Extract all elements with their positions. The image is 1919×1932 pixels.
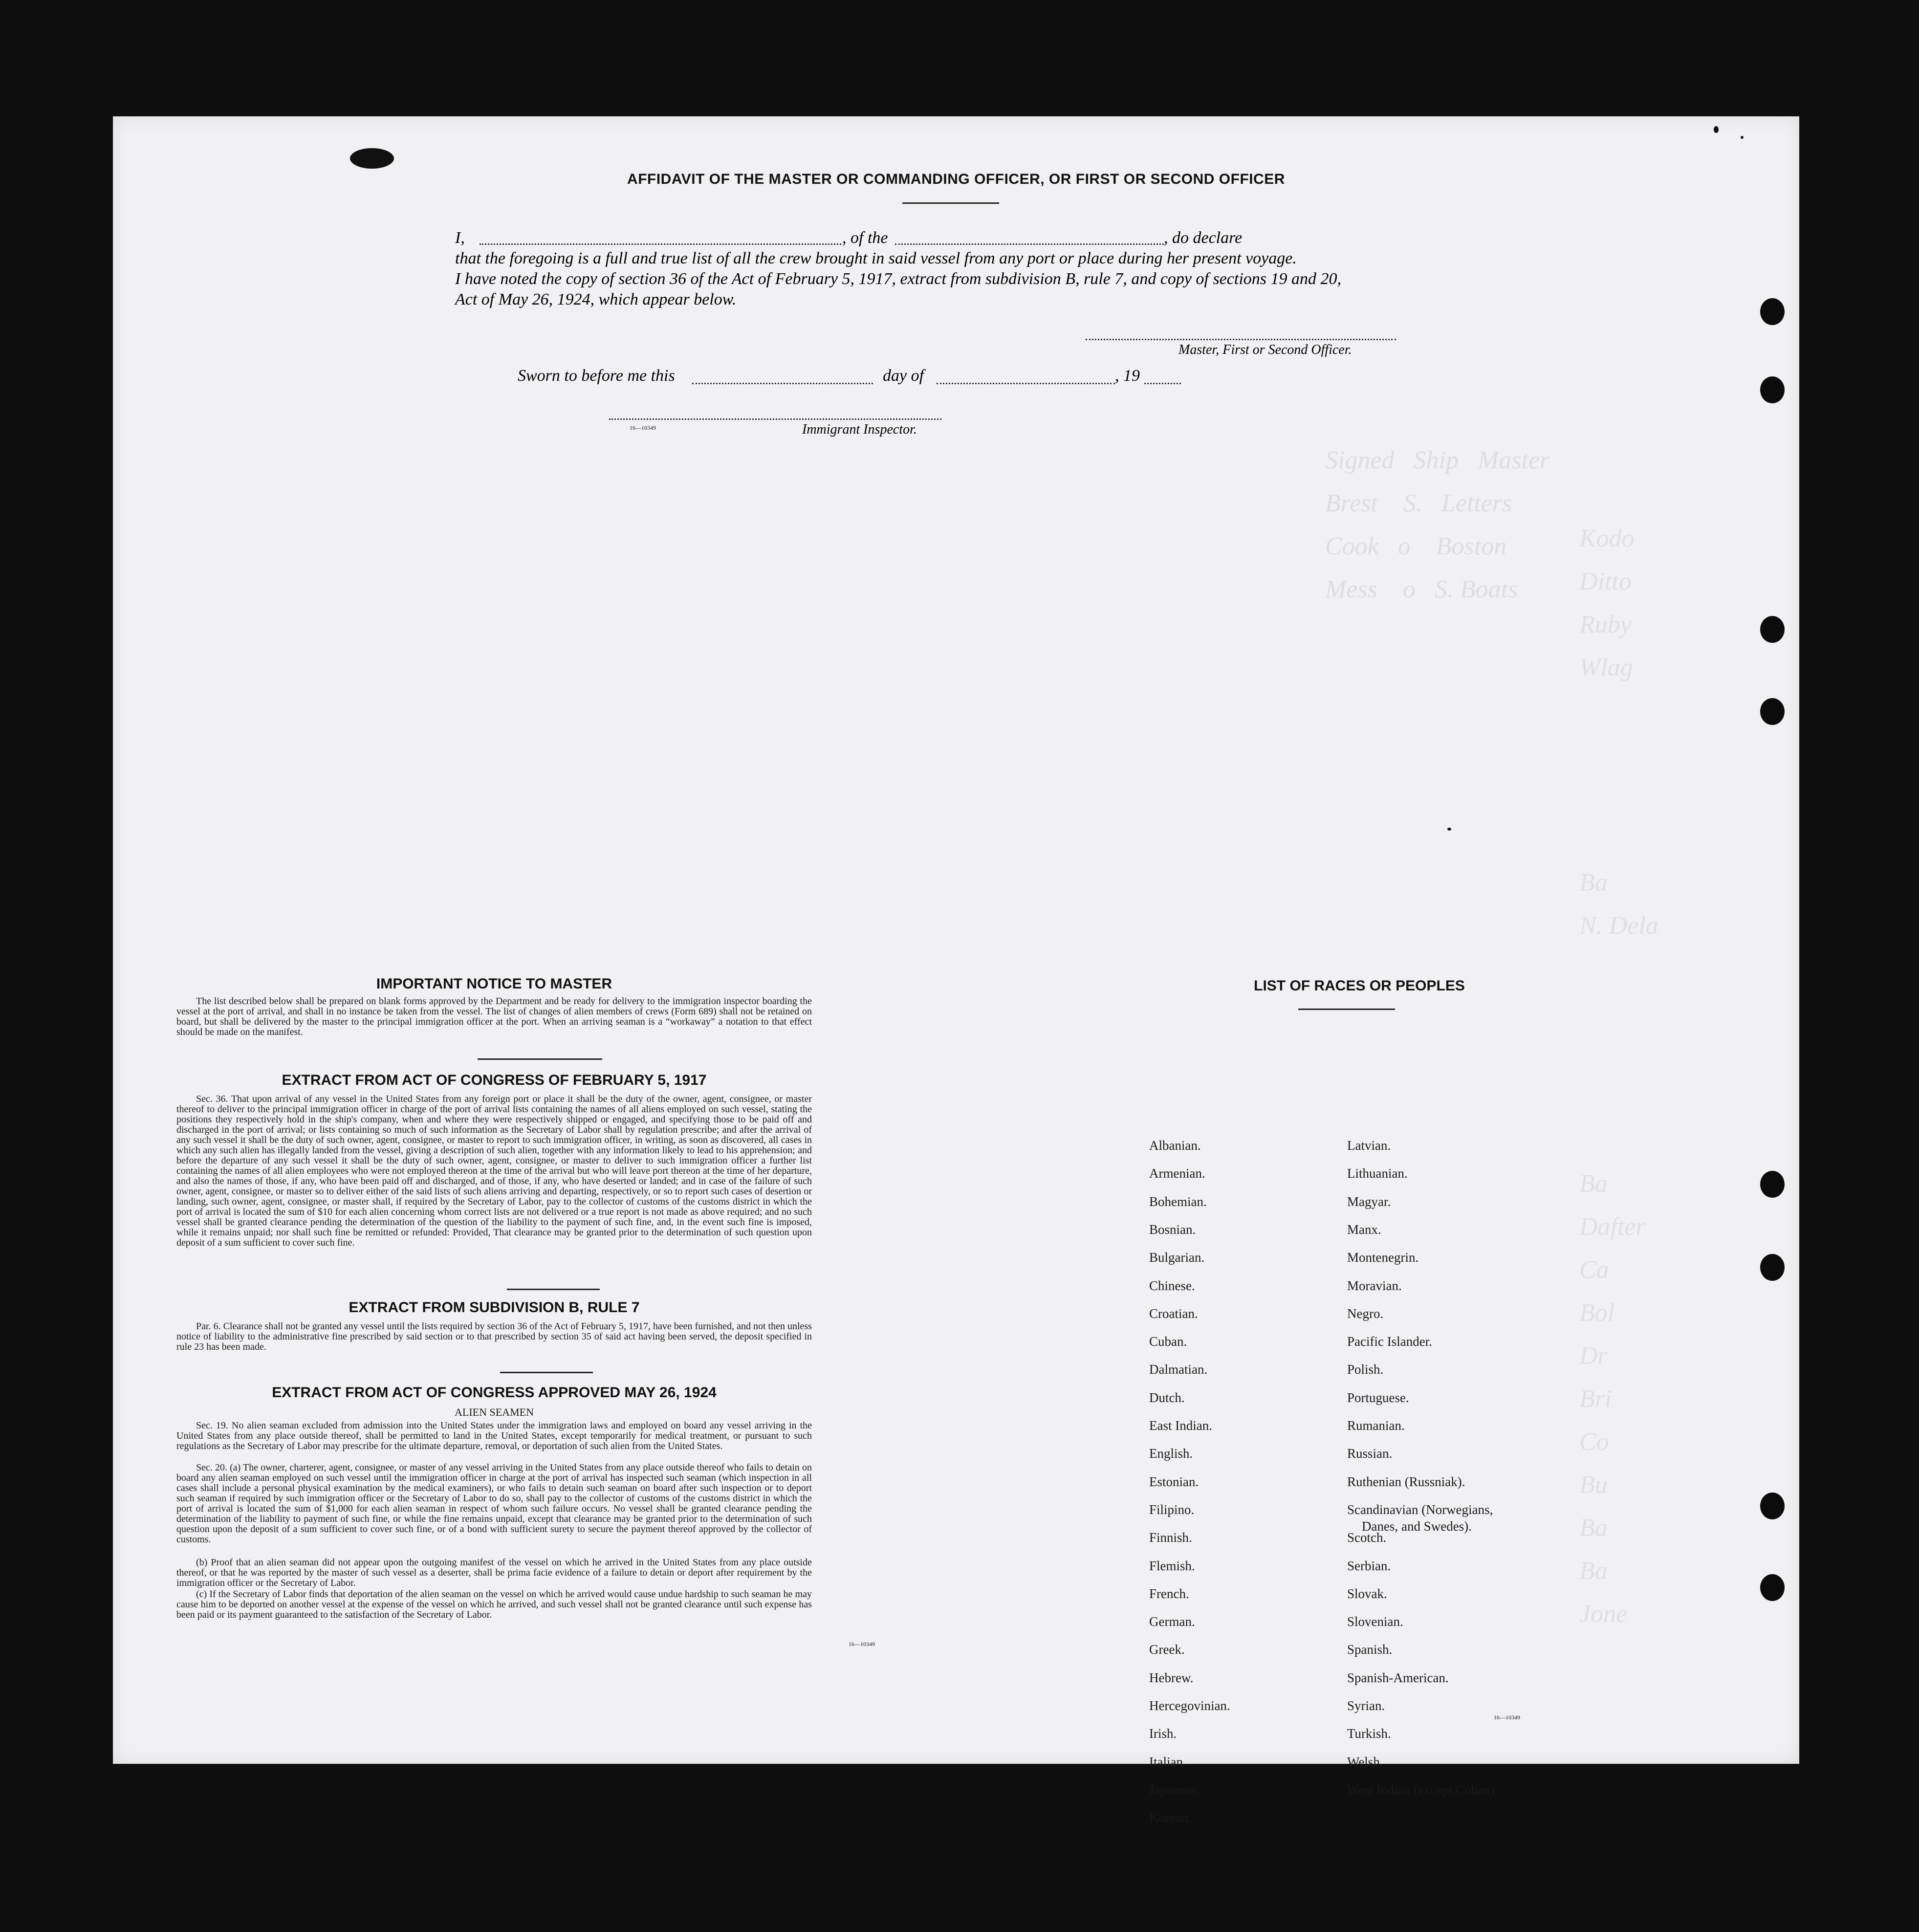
race-item: German.	[1149, 1614, 1195, 1629]
race-item: East Indian.	[1149, 1418, 1212, 1433]
race-item: Cuban.	[1149, 1334, 1187, 1349]
sworn-month-blank	[937, 383, 1115, 384]
races-title: LIST OF RACES OR PEOPLES	[1254, 978, 1465, 994]
punch-hole	[1760, 698, 1785, 725]
race-item: Pacific Islander.	[1347, 1334, 1432, 1349]
extract-form-number: 16—10349	[849, 1641, 875, 1647]
vessel-blank	[895, 243, 1164, 245]
race-item: Hercegovinian.	[1149, 1698, 1230, 1713]
bleed-through-handwriting-2: Kodo Ditto Ruby Wlag Ba N. Dela Ba Dafter Ca Bol Dr Bri Co Bu Ba Ba Jone	[1579, 525, 1658, 1628]
rule7-title: EXTRACT FROM SUBDIVISION B, RULE 7	[349, 1299, 640, 1316]
race-item: Latvian.	[1347, 1138, 1391, 1153]
notice-rule	[478, 1058, 602, 1060]
sworn-year: , 19	[1115, 367, 1140, 385]
affidavit-title: AFFIDAVIT OF THE MASTER OR COMMANDING OFFICER, OR FIRST OR SECOND OFFICER	[627, 171, 1285, 187]
race-item: Montenegrin.	[1347, 1250, 1419, 1265]
race-item: Finnish.	[1149, 1530, 1192, 1545]
sec19-body: Sec. 19. No alien seaman excluded from admission into the United States under the immigration laws and employed on board any vessel arriving in the United States from any place outside thereof, shall be permitted to land in the United States, except temporarily for medical treatment, or pursuant to such regulations as the Secretary of Labor may prescribe for the ultimate departure, removal, or deportation of such alien from the United States.	[176, 1420, 812, 1451]
sworn-day-of: day of	[883, 367, 924, 385]
punch-hole	[1760, 616, 1785, 643]
race-item: Korean.	[1149, 1810, 1192, 1825]
race-item: Armenian.	[1149, 1166, 1205, 1181]
race-item: Slovak.	[1347, 1586, 1387, 1601]
race-item: Irish.	[1149, 1726, 1177, 1741]
race-item: Estonian.	[1149, 1474, 1199, 1489]
race-item: Spanish.	[1347, 1642, 1393, 1657]
race-item: Scotch.	[1347, 1530, 1387, 1545]
race-item: Portuguese.	[1347, 1390, 1409, 1405]
extract-1917-title: EXTRACT FROM ACT OF CONGRESS OF FEBRUARY 5, 1917	[282, 1072, 707, 1088]
punch-hole	[1760, 298, 1785, 325]
sworn-year-blank	[1144, 383, 1181, 384]
affidavit-line4: Act of May 26, 1924, which appear below.	[455, 290, 737, 308]
race-item: Spanish-American.	[1347, 1670, 1449, 1685]
race-item: Rumanian.	[1347, 1418, 1405, 1433]
races-form-number: 16—10349	[1494, 1714, 1520, 1721]
race-item: Russian.	[1347, 1446, 1393, 1461]
affidavit-line1-declare: , do declare	[1164, 229, 1243, 247]
race-item: Slovenian.	[1347, 1614, 1403, 1629]
sec20b-body: (b) Proof that an alien seaman did not appear upon the outgoing manifest of the vessel on which he arrived in the United States from any place outside thereof, or that he was reported by the master of such vessel as a deserter, shall be prima facie evidence of a failure to detain or deport after requirement by the immigration officer or the Secretary of Labor.	[176, 1557, 812, 1588]
master-signature-line	[1086, 339, 1396, 340]
punch-hole	[1760, 1574, 1785, 1601]
race-item: Magyar.	[1347, 1194, 1391, 1209]
sworn-day-blank	[692, 383, 873, 384]
race-item: Bohemian.	[1149, 1194, 1207, 1209]
master-signature-label: Master, First or Second Officer.	[1178, 342, 1352, 357]
race-item: Greek.	[1149, 1642, 1185, 1657]
speck	[1741, 136, 1744, 139]
inspector-label: Immigrant Inspector.	[802, 422, 917, 437]
race-item: Bosnian.	[1149, 1222, 1196, 1237]
speck	[1714, 126, 1719, 133]
extract-1917-body: Sec. 36. That upon arrival of any vessel in the United States from any foreign port or place it shall be the duty of the owner, agent, consignee, or master thereof to deliver to the principal immigration officer in charge of the port of arrival lists containing the names of all aliens employed on such vessel, stating the positions they respectively hold in the ship's company, when and where they were respectively shipped or engaged, and specifying those to be paid off and discharged in the port of arrival; or lists containing so much of such information as the Secretary of Labor shall by regulation prescribe; and after the arrival of any such vessel it shall be the duty of such owner, agent, consignee, or master to report to such immigration officer, in writing, as soon as discovered, all cases in which any such alien has illegally landed from the vessel, giving a description of such alien, together with any information likely to lead to his apprehension; and before the departure of any such vessel it shall be the duty of such owner, agent, consignee, or master to deliver to such immigration officer a further list containing the names of all alien employees who were not employed thereon at the time of the arrival but who will leave port thereon at the time of her departure, and also the names of those, if any, who have been paid off and discharged, and of those, if any, who have deserted or landed; and in case of the failure of such owner, agent, consignee, or master so to deliver either of the said lists of such aliens arriving and departing, respectively, or so to report such cases of desertion or landing, such owner, agent, consignee, or master shall, if required by the Secretary of Labor, pay to the collector of customs of the customs district in which the port of arrival is located the sum of $10 for each alien concerning whom correct lists are not delivered or a true report is not made as above required; and no such vessel shall be granted clearance pending the determination of the question of the liability to the payment of such fine, and, in the event such fine is imposed, while it remains unpaid; nor shall such fine be remitted or refunded: Provided, That clearance may be granted prior to the determination of such question upon deposit of a sum sufficient to cover such fine.	[176, 1094, 812, 1248]
race-item: Dalmatian.	[1149, 1362, 1208, 1377]
speck	[1447, 828, 1451, 831]
name-blank	[480, 243, 841, 245]
race-item: Scandinavian (Norwegians,	[1347, 1502, 1493, 1517]
race-item: Syrian.	[1347, 1698, 1385, 1713]
punch-hole	[1760, 1493, 1785, 1519]
races-rule	[1298, 1009, 1395, 1010]
race-item: Japanese.	[1149, 1782, 1199, 1797]
affidavit-line1-i: I,	[455, 229, 465, 247]
notice-title: IMPORTANT NOTICE TO MASTER	[376, 976, 612, 992]
race-item: Croatian.	[1149, 1306, 1198, 1321]
race-item: Bulgarian.	[1149, 1250, 1205, 1265]
race-item: Chinese.	[1149, 1278, 1195, 1293]
race-item: Serbian.	[1347, 1558, 1391, 1573]
race-item: Welsh.	[1347, 1754, 1383, 1769]
document-page	[113, 116, 1799, 1825]
race-item: Ruthenian (Russniak).	[1347, 1474, 1465, 1489]
sec20a-body: Sec. 20. (a) The owner, charterer, agent, consignee, or master of any vessel arriving in the United States from any place outside thereof who fails to detain on board any alien seaman employed on such vessel until the immigration officer in charge at the port of arrival has inspected such seaman (which inspection in all cases shall include a personal physical examination by the medical examiners), or who fails to detain such seaman on board after such inspection or to deport such seaman if required by such immigration officer or the Secretary of Labor to do so, shall pay to the collector of customs of the customs district in which the port of arrival is located the sum of $1,000 for each alien seaman in respect of whom such failure occurs. No vessel shall be granted clearance pending the determination of the liability to payment of such fine, or while the fine remains unpaid, except that clearance may be granted prior to the determination of such question upon the deposit of a sum sufficient to cover such fine, or of a bond with sufficient surety to secure the payment thereof approved by the collector of customs.	[176, 1462, 812, 1545]
race-item: Dutch.	[1149, 1390, 1185, 1405]
punch-hole	[1760, 1254, 1785, 1281]
race-item: Lithuanian.	[1347, 1166, 1408, 1181]
title-rule	[902, 202, 999, 204]
sworn-text: Sworn to before me this	[518, 367, 675, 385]
bleed-through-handwriting: Signed Ship Master Brest S. Letters Cook o Boston Mess o S. Boats	[1325, 446, 1550, 603]
inspector-signature-line	[609, 418, 941, 420]
race-item: Polish.	[1347, 1362, 1384, 1377]
race-item: Turkish.	[1347, 1726, 1391, 1741]
punch-hole	[1760, 376, 1785, 403]
race-item: Manx.	[1347, 1222, 1381, 1237]
punch-hole	[1760, 1171, 1785, 1198]
race-item: French.	[1149, 1586, 1189, 1601]
notice-body: The list described below shall be prepared on blank forms approved by the Department and be ready for delivery to the immigration inspector boarding the vessel at the port of arrival, and shall in no instance be taken from the vessel. The list of changes of alien members of crews (Form 689) shall not be retained on board, but shall be delivered by the master to the principal immigration officer at the port. When an arriving seaman is a “workaway” a notation to that effect should be made on the manifest.	[176, 996, 812, 1037]
extract-1924-title: EXTRACT FROM ACT OF CONGRESS APPROVED MAY 26, 1924	[272, 1384, 717, 1401]
race-item: West Indian (except Cuban).	[1347, 1782, 1498, 1797]
race-item: Flemish.	[1149, 1558, 1195, 1573]
affidavit-form-number: 16—10349	[630, 424, 656, 431]
race-item: Danes, and Swedes).	[1362, 1518, 1472, 1534]
race-item: English.	[1149, 1446, 1193, 1461]
sec20c-body: (c) If the Secretary of Labor finds that deportation of the alien seaman on the vessel on which he arrived would cause undue hardship to such seaman he may cause him to be deported on another vessel at the expense of the vessel on which he arrived, and such vessel shall not be granted clearance until such expense has been paid or its payment guaranteed to the satisfaction of the Secretary of Labor.	[176, 1589, 812, 1620]
extract-1917-rule	[507, 1289, 600, 1290]
affidavit-line1-of: , of the	[842, 229, 888, 247]
race-item: Filipino.	[1149, 1502, 1195, 1517]
race-item: Italian.	[1149, 1754, 1186, 1769]
race-item: Albanian.	[1149, 1138, 1201, 1153]
ink-blot	[350, 148, 394, 169]
affidavit-line2: that the foregoing is a full and true list of all the crew brought in said vessel from any port or place during her present voyage.	[455, 249, 1297, 267]
race-item: Moravian.	[1347, 1278, 1402, 1293]
race-item: Negro.	[1347, 1306, 1384, 1321]
rule7-rule	[500, 1372, 593, 1373]
race-item: Hebrew.	[1149, 1670, 1194, 1685]
alien-seamen-subtitle: ALIEN SEAMEN	[455, 1406, 534, 1418]
affidavit-line3: I have noted the copy of section 36 of the Act of February 5, 1917, extract from subdivision B, rule 7, and copy of sections 19 and 20,	[455, 270, 1342, 288]
rule7-body: Par. 6. Clearance shall not be granted any vessel until the lists required by section 36 of the Act of February 5, 1917, have been furnished, and not then unless notice of liability to the administrative fine prescribed by said section or to that prescribed by section 35 of said act having been served, the deposit specified in rule 23 has been made.	[176, 1321, 812, 1352]
